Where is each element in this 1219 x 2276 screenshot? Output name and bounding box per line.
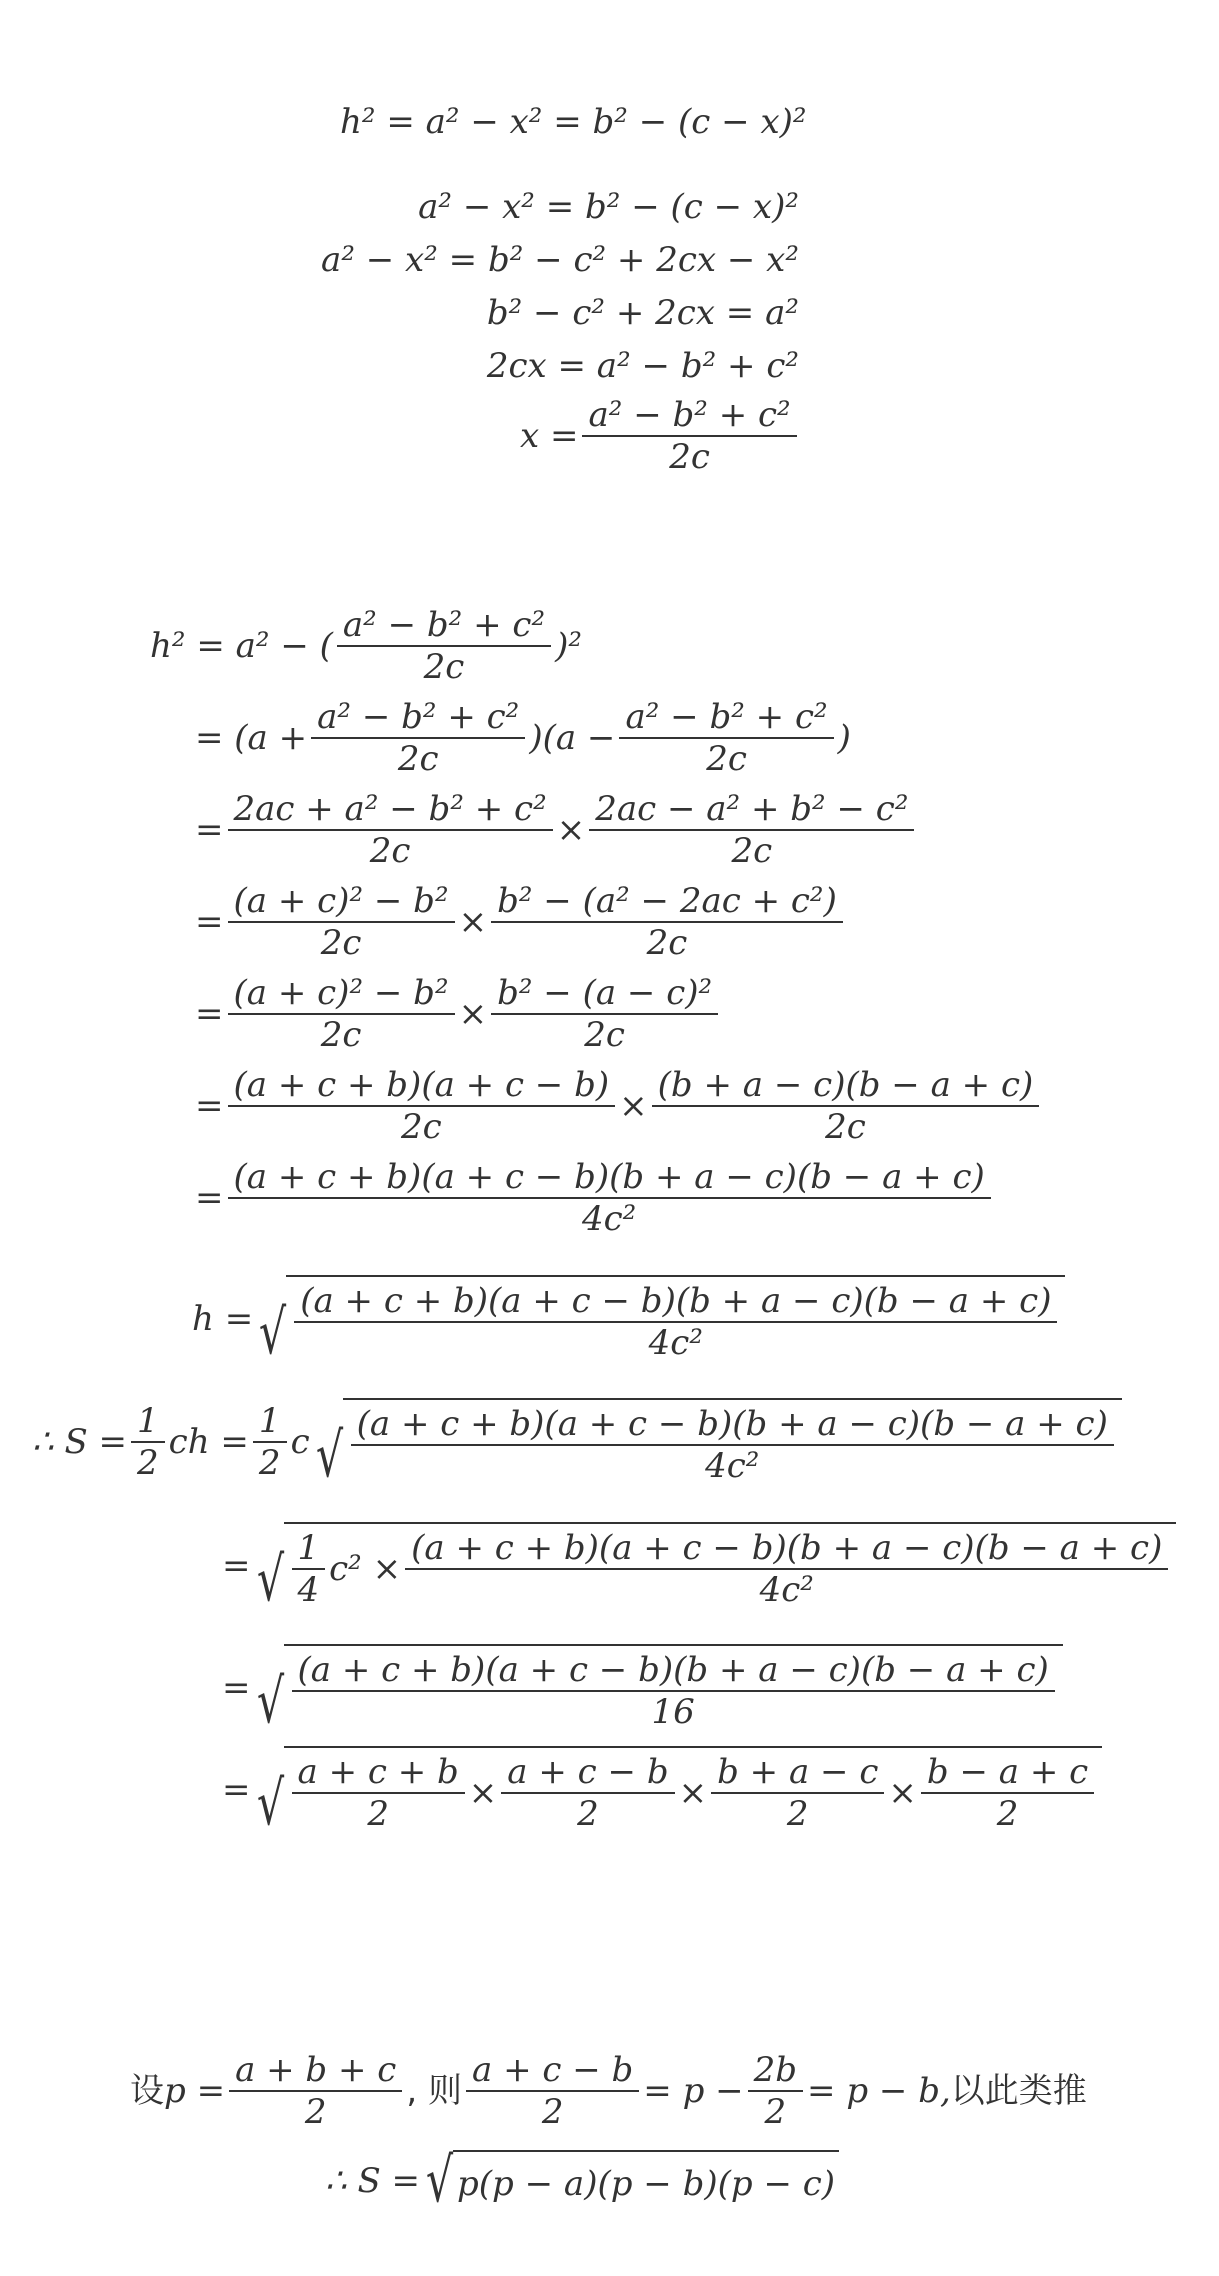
eq2-line3 bbox=[487, 291, 799, 335]
eq-h-squared-text: h² = a² − x² = b² − (c − x)² bbox=[340, 102, 807, 142]
eq2-line1 bbox=[418, 185, 799, 229]
eq4-h: h = √ $\frac{(a + c + b)(a + c - b)(b + a - c)(b - a + c)}{\text{4c²}}$ bbox=[192, 1275, 1065, 1363]
eq2-line4-text: 2cx = a² − b² + c² bbox=[486, 346, 799, 386]
eq3-row2: = (a + $\frac{\text{a² − b² + c²}}{2c}$ )(a − $\frac{\text{a² − b² + c²}}{2c}$ ) bbox=[195, 697, 851, 779]
eq4-t1: = √ $\frac{1}{4}$ c² × $\frac{(a + c + b)(a + c - b)(b + a - c)(b - a + c)}{\text{4c²}}$ bbox=[222, 1522, 1176, 1610]
eq2-line1-text: a² − x² = b² − (c − x)² bbox=[418, 187, 799, 227]
eq2-line3-text: b² − c² + 2cx = a² bbox=[486, 293, 799, 333]
eq5-define-p: 设 p = $\frac{a + b + c}{2}$ , 则 $\frac{a + c - b}{2}$ = p − $\frac{2b}{2}$ = p − b, 以此类推 bbox=[130, 2050, 1087, 2132]
eq3-row3: = $\frac{\text{2ac + a² − b² + c²}}{2c}$ × $\frac{\text{2ac − a² + b² − c²}}{2c}$ bbox=[195, 789, 918, 871]
eq-h-squared bbox=[340, 100, 807, 144]
eq3-row7: = $\frac{(a + c + b)(a + c - b)(b + a - c)(b - a + c)}{\text{4c²}}$ bbox=[195, 1157, 995, 1239]
eq2-line5-lhs: x = bbox=[520, 416, 579, 456]
eq3-row6: = $\frac{(a + c + b)(a + c - b)}{2c}$ × $\frac{(b + a - c)(b - a + c)}{2c}$ bbox=[195, 1065, 1043, 1147]
eq4-t2: = √ $\frac{(a + c + b)(a + c - b)(b + a - c)(b - a + c)}{16}$ bbox=[222, 1644, 1063, 1732]
eq2-line2-text: a² − x² = b² − c² + 2cx − x² bbox=[321, 240, 799, 280]
eq4-s: ∴ S = $\frac{1}{2}$ ch = $\frac{1}{2}$ c √ $\frac{(a + c + b)(a + c - b)(b + a - c)(b - a + c)}{\text{4c²}}$ bbox=[32, 1398, 1122, 1486]
eq4-t3: = √ $\frac{a + c + b}{2}$ × $\frac{a + c - b}{2}$ × $\frac{b + a - c}{2}$ × $\frac{b - a + c}{2}$ bbox=[222, 1746, 1102, 1834]
eq2-line5 bbox=[520, 395, 801, 477]
eq3-row4: = $\frac{\text{(a + c)² − b²}}{2c}$ × $\frac{\text{b² − (a² − 2ac + c²)}}{2c}$ bbox=[195, 881, 847, 963]
sqrt-h: √ $\frac{(a + c + b)(a + c - b)(b + a - c)(b - a + c)}{\text{4c²}}$ bbox=[253, 1275, 1065, 1363]
eq2-line5-frac: $\frac{\text{a² − b² + c²}}{2c}$ bbox=[582, 395, 796, 477]
eq5-final: ∴ S = √ p(p − a)(p − b)(p − c) bbox=[325, 2150, 839, 2211]
eq2-line2 bbox=[321, 238, 799, 282]
eq3-row5: = $\frac{\text{(a + c)² − b²}}{2c}$ × $\frac{\text{b² − (a − c)²}}{2c}$ bbox=[195, 973, 722, 1055]
eq3-row1: h² = a² − ( $\frac{\text{a² − b² + c²}}{2c}$ )² bbox=[150, 605, 582, 687]
eq2-line4 bbox=[487, 344, 799, 388]
